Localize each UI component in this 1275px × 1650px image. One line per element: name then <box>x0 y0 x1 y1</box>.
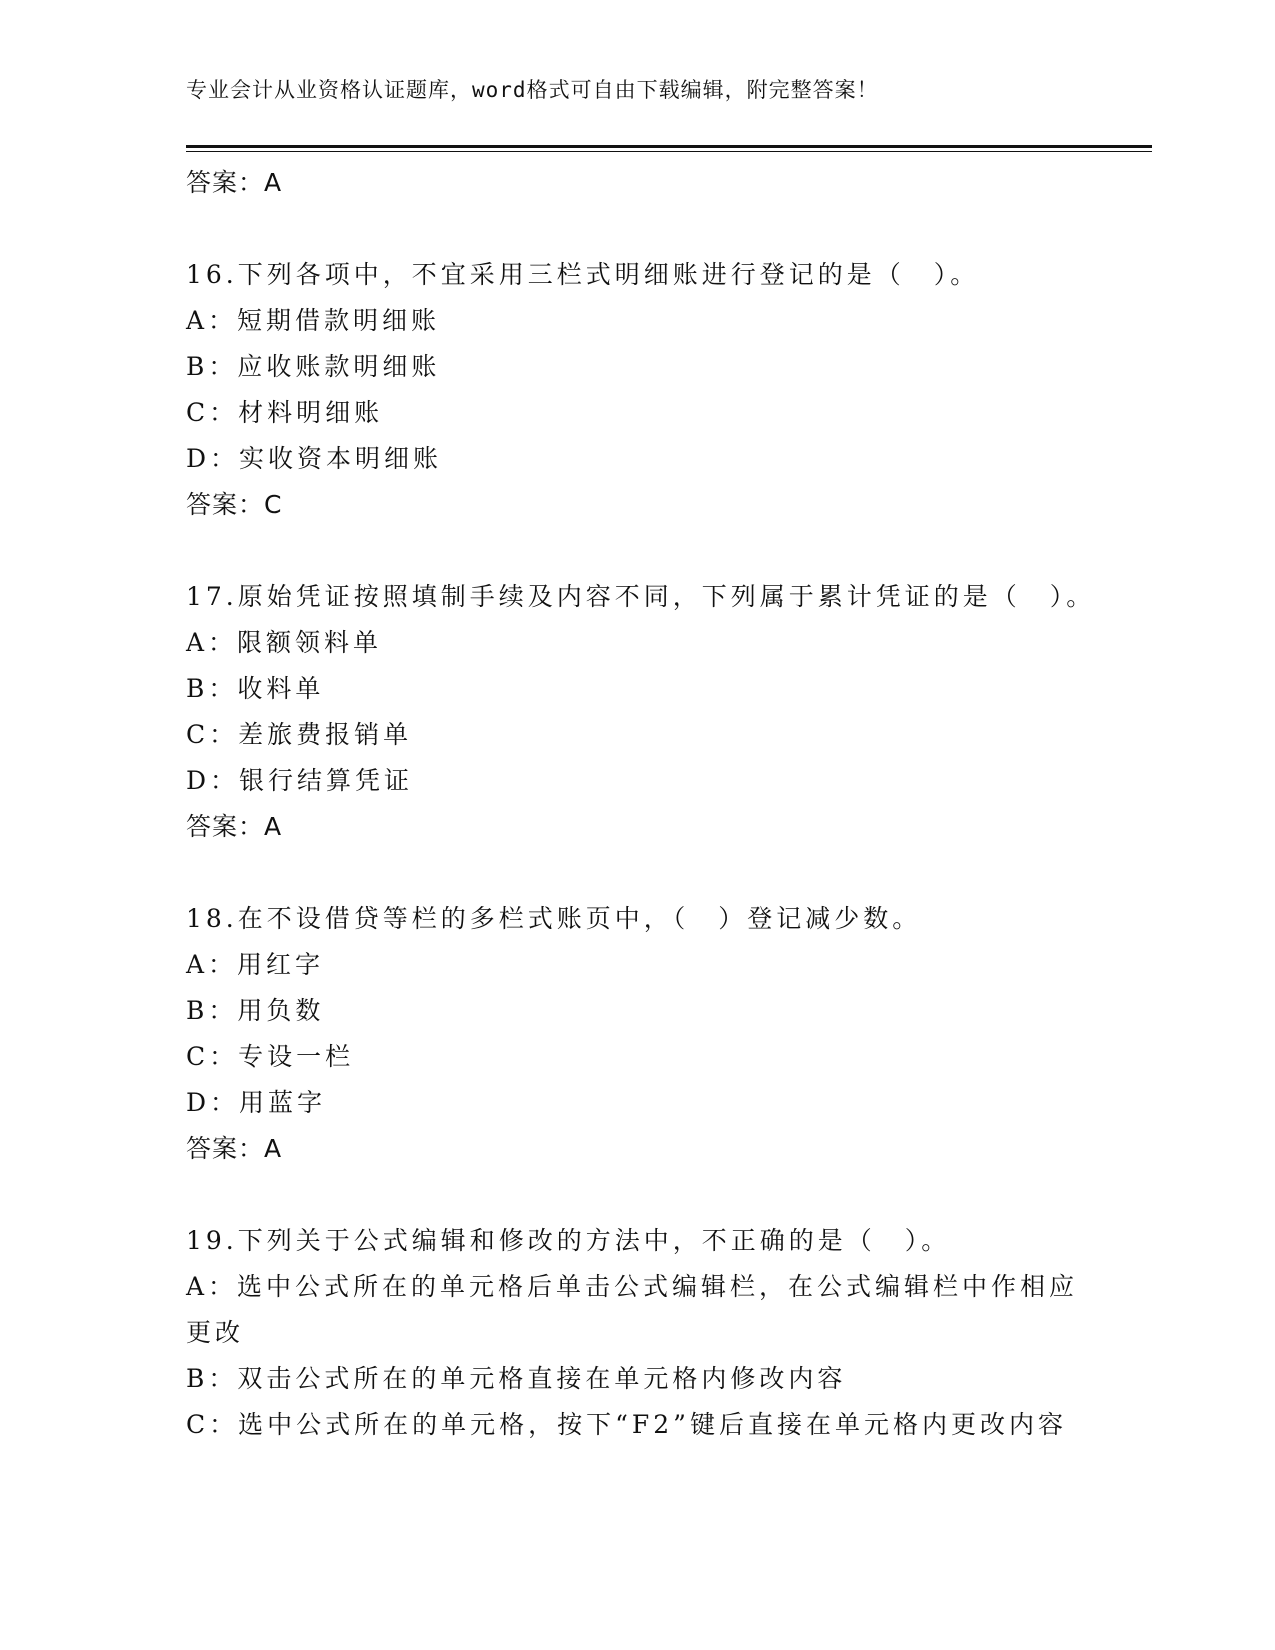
answer-label: 答案： <box>186 1134 265 1163</box>
option-c: C：差旅费报销单 <box>186 720 413 749</box>
option-a: A：短期借款明细账 <box>186 306 441 335</box>
answer-value: A <box>264 1134 283 1163</box>
option-a: A：用红字 <box>186 950 325 979</box>
option-b: B：应收账款明细账 <box>186 352 441 381</box>
option-c: C：专设一栏 <box>186 1042 355 1071</box>
answer-value: A <box>264 812 283 841</box>
question-text: 17.原始凭证按照填制手续及内容不同，下列属于累计凭证的是（ ）。 <box>186 582 1096 611</box>
option-d: D：实收资本明细账 <box>186 444 443 473</box>
option-c: C：选中公式所在的单元格，按下“F2”键后直接在单元格内更改内容 <box>186 1410 1067 1439</box>
answer-line <box>186 160 1106 206</box>
question-content <box>186 160 1106 1448</box>
option-d: D：银行结算凭证 <box>186 766 414 795</box>
question-17 <box>186 574 1106 850</box>
answer-value: C <box>264 490 283 519</box>
answer-label: 答案： <box>186 168 265 197</box>
spacer <box>186 206 1106 252</box>
question-16 <box>186 252 1106 528</box>
header-rule-thick <box>186 145 1152 148</box>
option-d: D：用蓝字 <box>186 1088 327 1117</box>
answer-line <box>186 482 1106 528</box>
option-c: C：材料明细账 <box>186 398 384 427</box>
option-b: B：双击公式所在的单元格直接在单元格内修改内容 <box>186 1364 847 1393</box>
question-19 <box>186 1218 1106 1448</box>
answer-label: 答案： <box>186 812 265 841</box>
spacer <box>186 850 1106 896</box>
question-18 <box>186 896 1106 1172</box>
spacer <box>186 528 1106 574</box>
option-b: B：收料单 <box>186 674 325 703</box>
page-header: 专业会计从业资格认证题库，word格式可自由下载编辑，附完整答案！ <box>186 78 879 102</box>
header-rule-thin <box>186 151 1152 152</box>
question-text: 16.下列各项中，不宜采用三栏式明细账进行登记的是（ ）。 <box>186 260 980 289</box>
answer-value: A <box>264 168 283 197</box>
option-a: A：选中公式所在的单元格后单击公式编辑栏，在公式编辑栏中作相应更改 <box>186 1272 1079 1347</box>
answer-line <box>186 804 1106 850</box>
question-text: 19.下列关于公式编辑和修改的方法中，不正确的是（ ）。 <box>186 1226 951 1255</box>
question-text: 18.在不设借贷等栏的多栏式账页中，（ ）登记减少数。 <box>186 904 922 933</box>
answer-line <box>186 1126 1106 1172</box>
answer-label: 答案： <box>186 490 265 519</box>
option-b: B：用负数 <box>186 996 325 1025</box>
option-a: A：限额领料单 <box>186 628 383 657</box>
spacer <box>186 1172 1106 1218</box>
